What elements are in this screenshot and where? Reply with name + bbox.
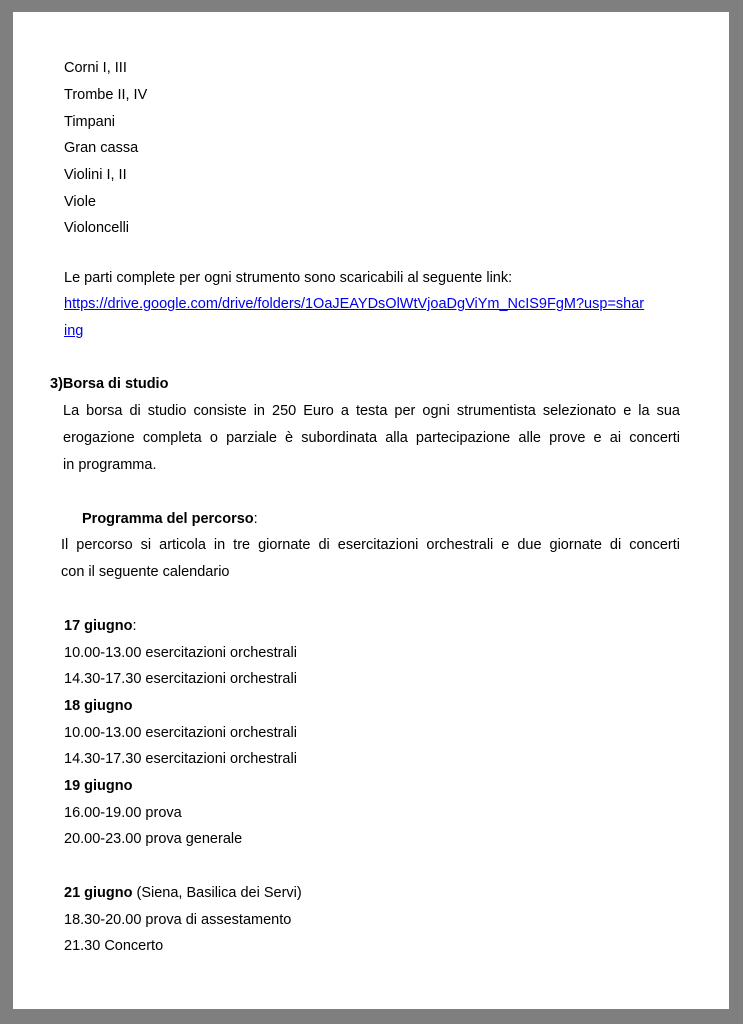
section-number: 3) (50, 376, 63, 392)
schedule-day (64, 696, 132, 716)
program-intro-line: Il percorso si articola in tre giornate di esercitazioni orchestrali e due giornate di concerti (61, 537, 680, 553)
parts-link-line[interactable] (64, 294, 644, 314)
section-3-heading (50, 374, 168, 394)
schedule-item: 10.00-13.00 esercitazioni orchestrali (64, 645, 297, 661)
section-3-paragraph-line: in programma. (63, 457, 157, 473)
day-label: 18 giugno (64, 698, 133, 714)
program-title-suffix: : (253, 511, 258, 527)
section-3-paragraph-line: La borsa di studio consiste in 250 Euro a testa per ogni strumentista selezionato e la sua (63, 403, 680, 419)
document-page (13, 12, 729, 1009)
instrument-item: Gran cassa (64, 140, 139, 156)
section-title: Borsa di studio (62, 376, 169, 392)
schedule-item: 10.00-13.00 esercitazioni orchestrali (64, 725, 297, 741)
day-suffix: : (132, 618, 137, 634)
day-label: 19 giugno (64, 778, 133, 794)
schedule-day (64, 616, 137, 636)
program-intro-line: con il seguente calendario (61, 564, 230, 580)
instrument-item: Viole (64, 194, 96, 210)
day-label: 17 giugno (64, 618, 133, 634)
program-title: Programma del percorso (82, 511, 254, 527)
day-label: 21 giugno (64, 885, 133, 901)
parts-intro: Le parti complete per ogni strumento sono scaricabili al seguente link: (64, 270, 513, 286)
schedule-item: 20.00-23.00 prova generale (64, 831, 243, 847)
instrument-item: Timpani (64, 114, 116, 130)
schedule-item: 14.30-17.30 esercitazioni orchestrali (64, 751, 297, 767)
schedule-item: 21.30 Concerto (64, 938, 164, 954)
instrument-item: Trombe II, IV (64, 87, 148, 103)
program-heading (82, 509, 258, 529)
schedule-item: 14.30-17.30 esercitazioni orchestrali (64, 671, 297, 687)
section-3-paragraph-line: erogazione completa o parziale è subordinata alla partecipazione alle prove e ai concerti (63, 430, 680, 446)
instrument-item: Violini I, II (64, 167, 127, 183)
schedule-item: 16.00-19.00 prova (64, 805, 182, 821)
schedule-day (64, 776, 132, 796)
schedule-item: 18.30-20.00 prova di assestamento (64, 912, 292, 928)
parts-link-line[interactable] (64, 321, 83, 341)
day-suffix: (Siena, Basilica dei Servi) (132, 885, 302, 901)
parts-download-link-continued[interactable]: ing (64, 323, 84, 339)
schedule-day (64, 883, 302, 903)
instrument-item: Violoncelli (64, 220, 130, 236)
parts-download-link[interactable]: https://drive.google.com/drive/folders/1OaJEAYDsOlWtVjoaDgViYm_NcIS9FgM?usp=shar (64, 296, 645, 312)
instrument-item: Corni I, III (64, 60, 127, 76)
